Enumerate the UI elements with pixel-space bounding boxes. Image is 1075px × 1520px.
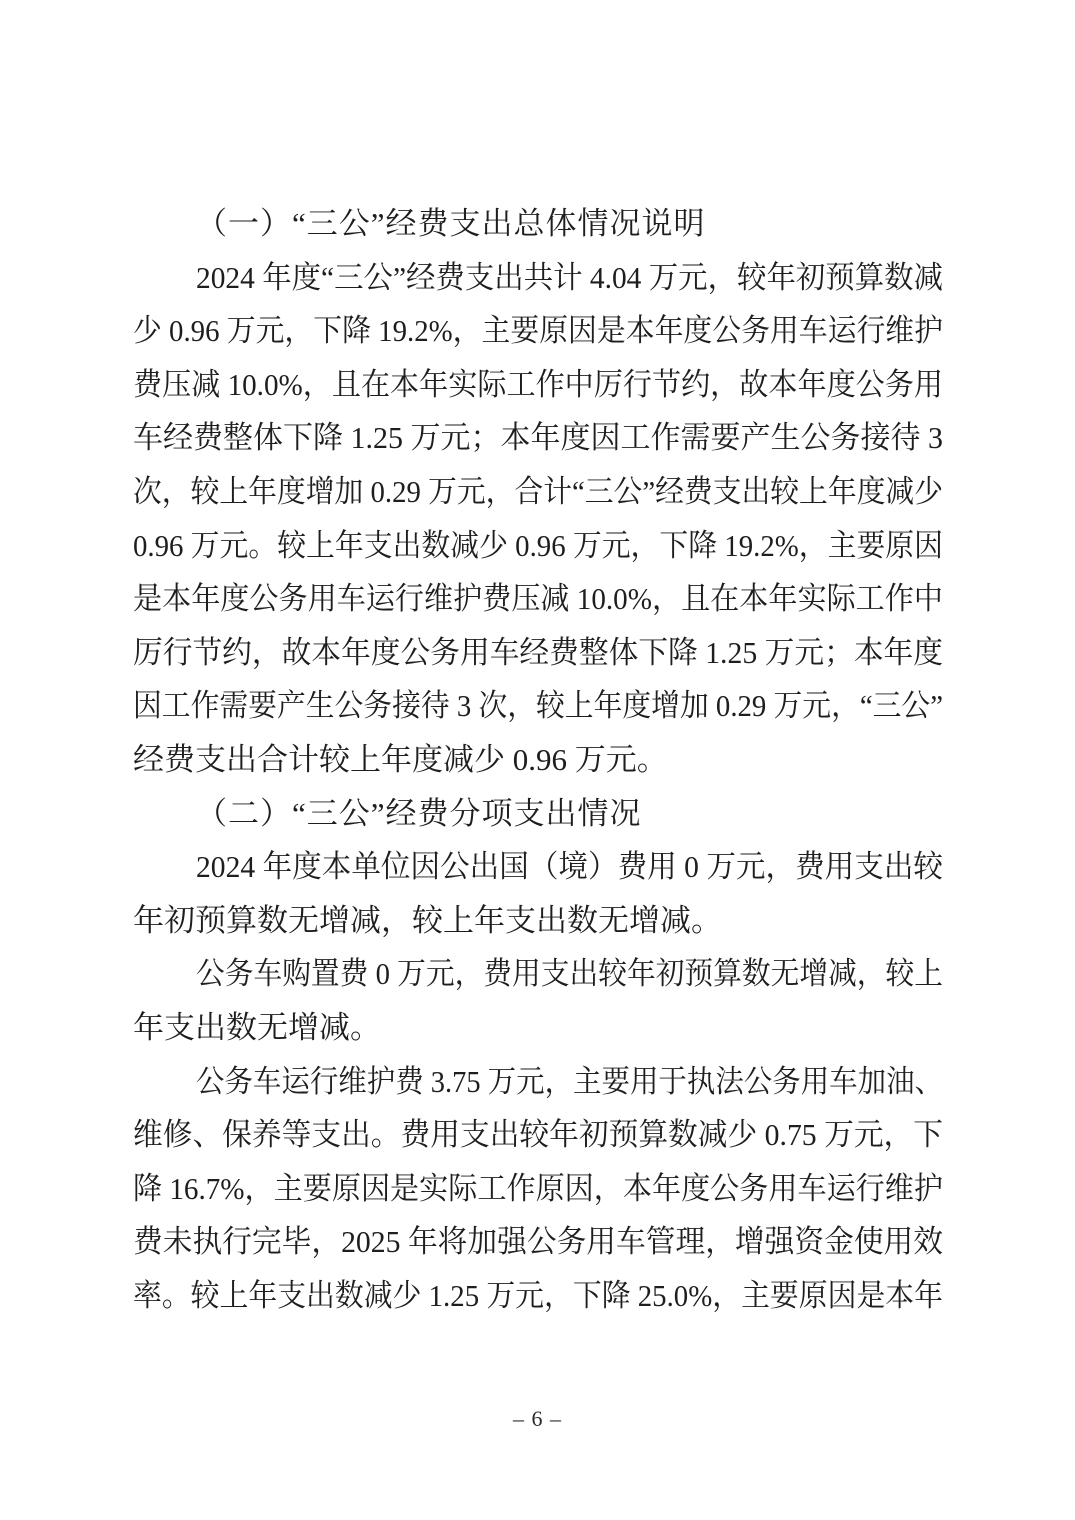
body-text-line: 2024 年度本单位因公出国（境）费用 0 万元，费用支出较 xyxy=(196,849,943,885)
section-heading-text: （一）“三公”经费支出总体情况说明 xyxy=(196,206,706,241)
body-text-line: 0.96 万元。较上年支出数减少 0.96 万元，下降 19.2%，主要原因 xyxy=(133,527,943,563)
body-text-line: 因工作需要产生公务接待 3 次，较上年度增加 0.29 万元，“三公” xyxy=(133,688,943,724)
body-text-line: 费压减 10.0%，且在本年实际工作中厉行节约，故本年度公务用 xyxy=(133,366,943,402)
body-text-line: 年初预算数无增减，较上年支出数无增减。 xyxy=(133,902,722,938)
page-number xyxy=(0,1406,1075,1432)
body-text-line: 年支出数无增减。 xyxy=(133,1009,381,1045)
section-heading-text: （二）“三公”经费分项支出情况 xyxy=(196,795,642,831)
body-text-line: 率。较上年支出数减少 1.25 万元，下降 25.0%，主要原因是本年 xyxy=(133,1277,943,1313)
section-heading xyxy=(133,787,943,841)
document-body xyxy=(133,197,943,1322)
body-text-line: 车经费整体下降 1.25 万元；本年度因工作需要产生公务接待 3 xyxy=(133,420,943,456)
body-text-line: 2024 年度“三公”经费支出共计 4.04 万元，较年初预算数减 xyxy=(196,259,943,295)
body-text-line: 是本年度公务用车运行维护费压减 10.0%，且在本年实际工作中 xyxy=(133,581,943,617)
body-text-line: 厉行节约，故本年度公务用车经费整体下降 1.25 万元；本年度 xyxy=(133,634,943,670)
body-text-line: 次，较上年度增加 0.29 万元，合计“三公”经费支出较上年度减少 xyxy=(133,473,943,509)
body-text-line: 公务车购置费 0 万元，费用支出较年初预算数无增减，较上 xyxy=(196,956,943,992)
body-text-line: 费未执行完毕，2025 年将加强公务用车管理，增强资金使用效 xyxy=(133,1224,943,1260)
section-heading xyxy=(133,197,943,251)
page-number-label: – 6 – xyxy=(513,1406,562,1431)
body-text-line: 维修、保养等支出。费用支出较年初预算数减少 0.75 万元，下 xyxy=(133,1117,943,1153)
body-text-line: 降 16.7%，主要原因是实际工作原因，本年度公务用车运行维护 xyxy=(133,1170,943,1206)
body-text-line: 经费支出合计较上年度减少 0.96 万元。 xyxy=(133,741,668,777)
body-text-line: 少 0.96 万元，下降 19.2%，主要原因是本年度公务用车运行维护 xyxy=(133,313,943,349)
body-text-line: 公务车运行维护费 3.75 万元，主要用于执法公务用车加油、 xyxy=(196,1063,943,1099)
